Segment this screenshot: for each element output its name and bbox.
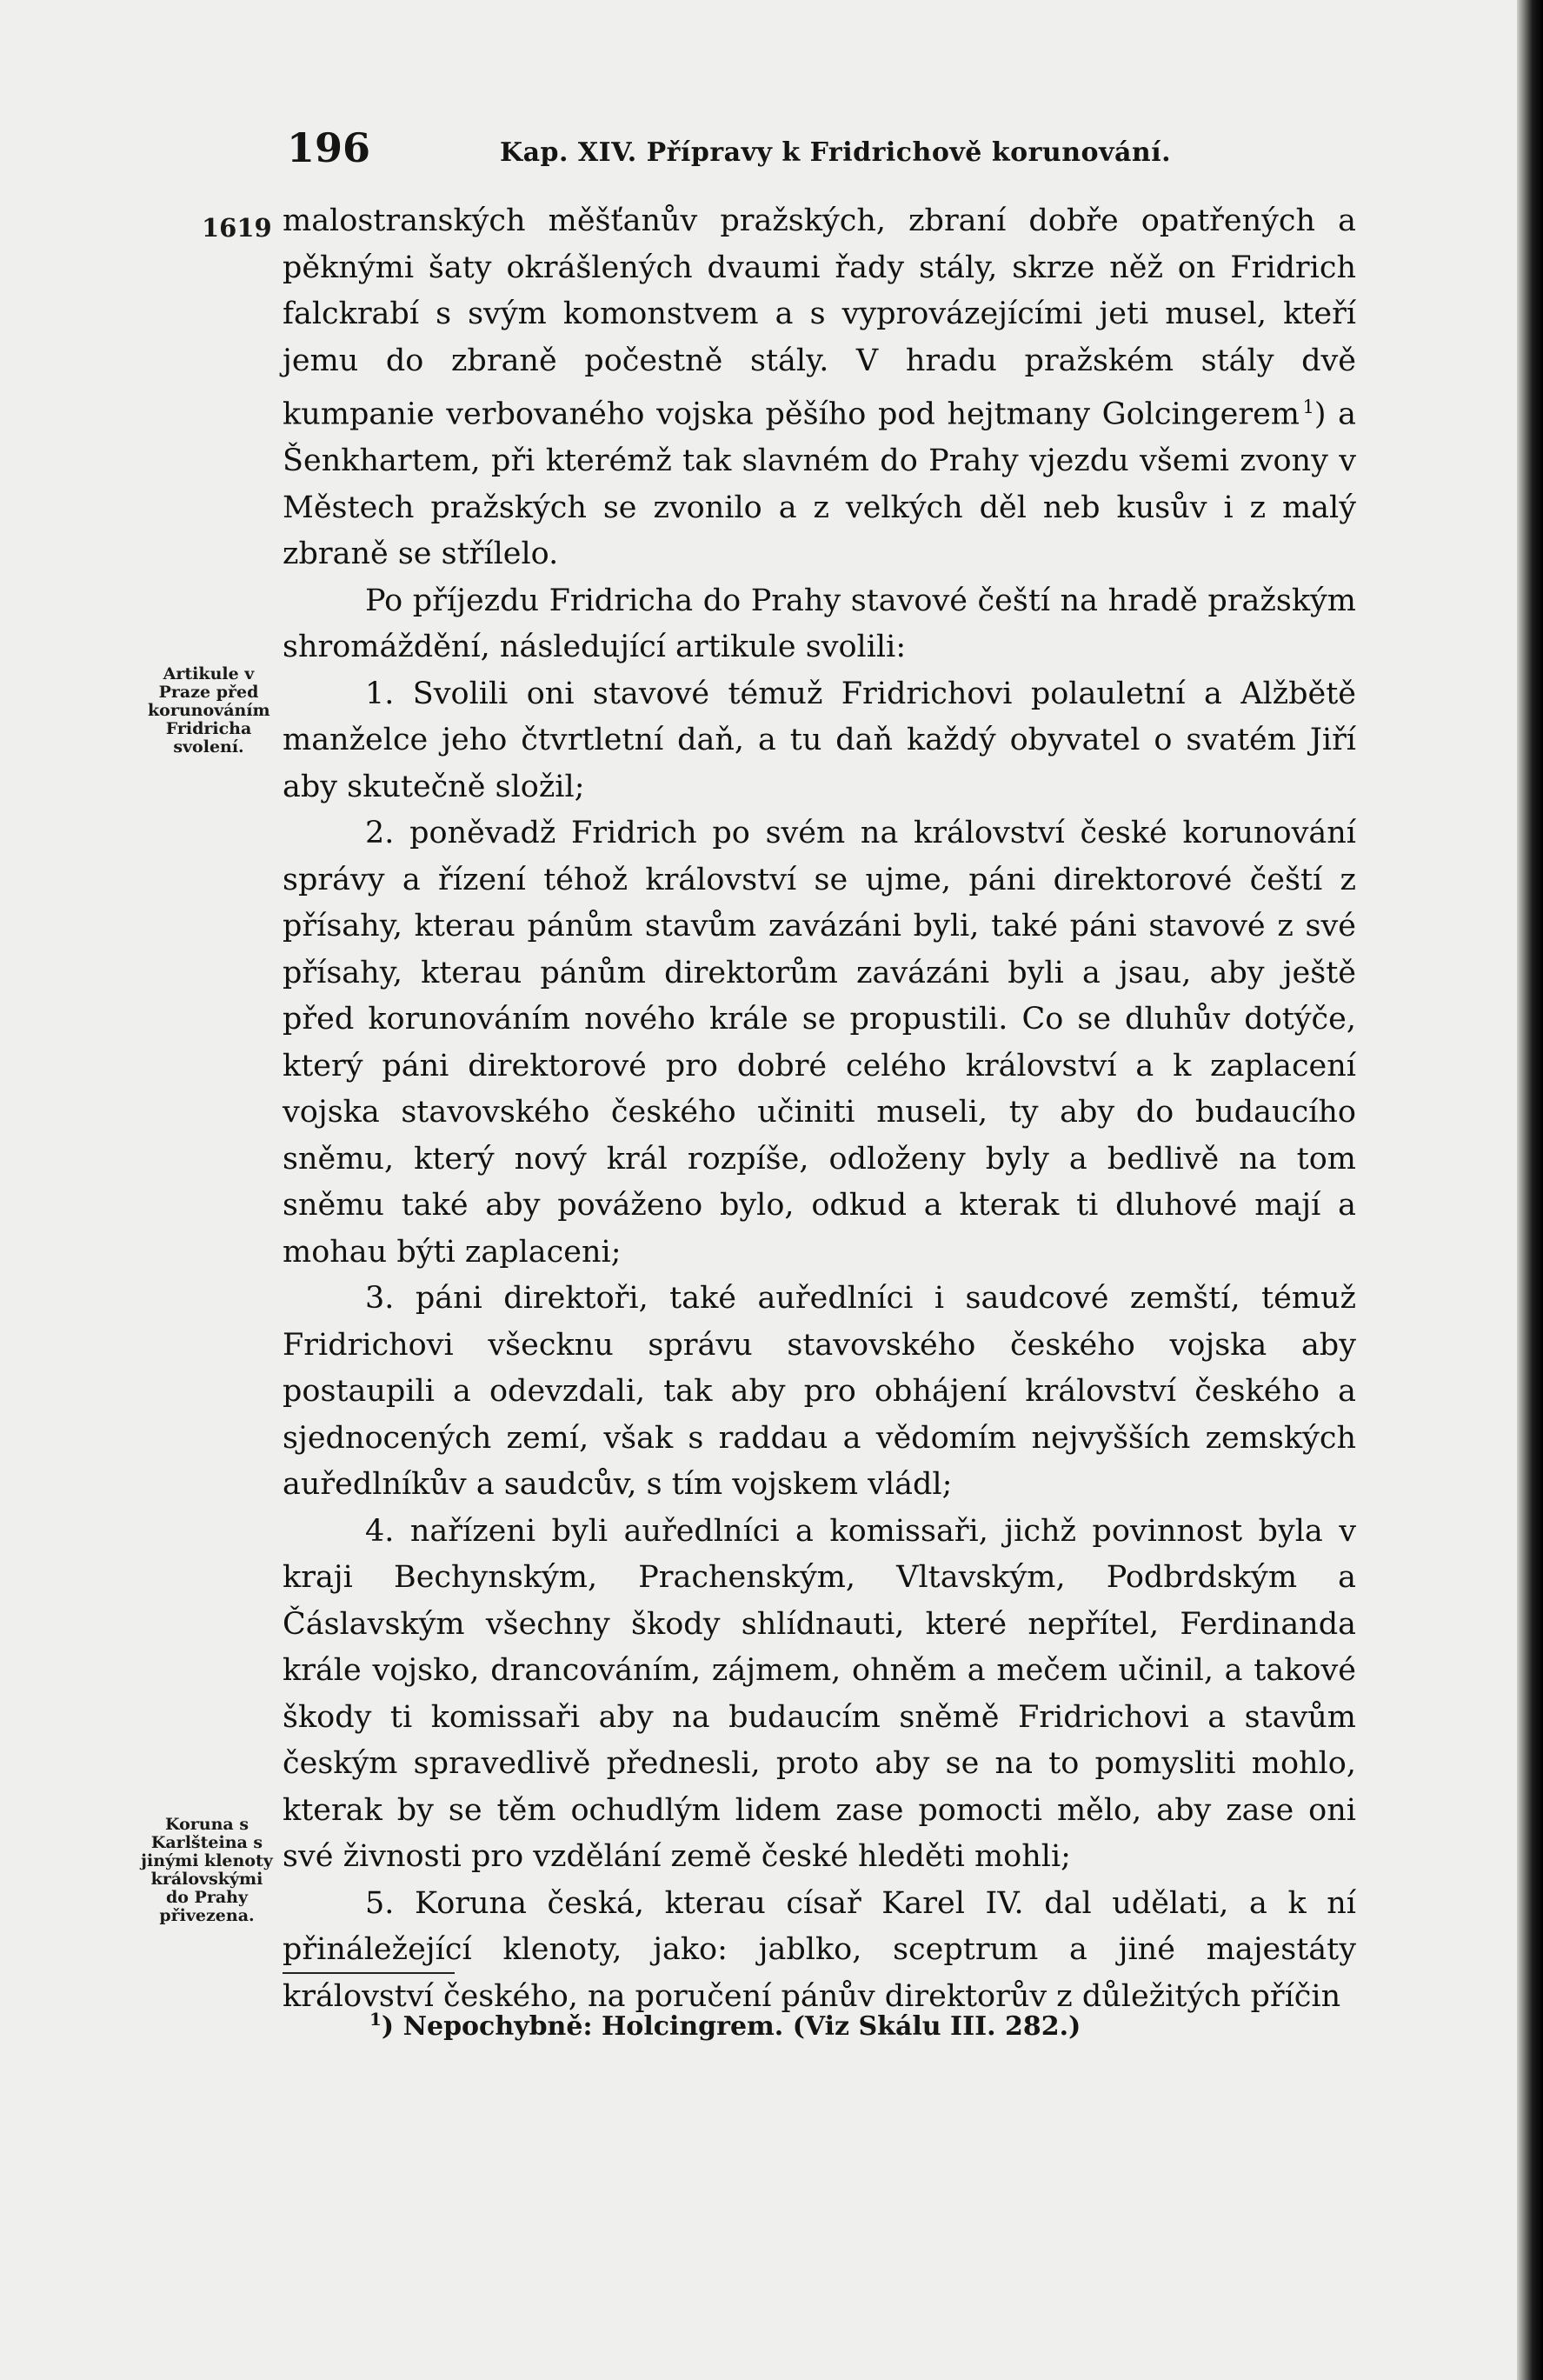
running-head: Kap. XIV. Přípravy k Fridrichově korunování. <box>500 137 1172 168</box>
footnote-reference: 1 <box>1302 397 1314 417</box>
article-5: 5. Koruna česká, kterau císař Karel IV. dal udělati, a k ní přináležející klenoty, jako: jablko, sceptrum a jiné majestáty království českého, na poručení pánův direktorův z důležitých příčin <box>283 1885 1356 2014</box>
footnote-marker: 1 <box>369 2009 382 2030</box>
footnote-text: Nepochybně: Holcingrem. (Viz Skálu III. 282.) <box>402 2011 1081 2042</box>
page-header <box>287 122 1373 174</box>
paragraph-1: malostranských měšťanův pražských, zbraní dobře opatřených a pěknými šaty okrášlených dvaumi řady stály, skrze něž on Fridrich falckrabí s svým komonstvem a s vyprovázejícími jeti musel, kteří jemu do zbraně počestně stály. V hradu pražském stály dvě kumpanie verbovaného vojska pěšího pod hejtmany Golcingerem $^1$) a Šenkhartem, při kterémž tak slavném do Prahy vjezdu všemi zvony v Městech pražských se zvonilo a z velkých děl neb kusův i z malý zbraně se střílelo. <box>283 203 1356 572</box>
marginal-note-crown: Koruna s Karlšteina s jinými klenoty královskými do Prahy přivezena. <box>141 1815 273 1925</box>
page-number: 196 <box>287 124 371 171</box>
paragraph-1-text: malostranských měšťanův pražských, zbraní dobře opatřených a pěknými šaty okrášlených dvaumi řady stály, skrze něž on Fridrich falckrabí s svým komonstvem a s vyprovázejícími jeti musel, kteří jemu do zbraně počestně stály. V hradu pražském stály dvě kumpanie verbovaného vojska pěšího pod hejtmany Golcingerem <box>283 203 1356 432</box>
paragraph-1-tail: a Šenkhartem, při kterémž tak slavném do Prahy vjezdu všemi zvony v Městech pražských se zvonilo a z velkých děl neb kusův i z malý zbraně se střílelo. <box>283 397 1356 572</box>
article-3: 3. páni direktoři, také auředlníci i saudcové zemští, témuž Fridrichovi všecknu správu stavovského českého vojska aby postaupili a odevzdali, tak aby pro obhájení království českého a sjednocených zemí, však s raddau a vědomím nejvyšších zemských auředlníkův a saudcův, s tím vojskem vládl; <box>283 1281 1356 1503</box>
footnote: $^1$) Nepochybně: Holcingrem. (Viz Skálu III. 282.) <box>369 2009 1081 2042</box>
article-2: 2. poněvadž Fridrich po svém na království české korunování správy a řízení téhož království se ujme, páni direktorové čeští z přísahy, kterau pánům stavům zavázáni byli, také páni stavové z své přísahy, kterau pánům direktorům zavázáni byli a jsau, aby ještě před korunováním nového krále se propustili. Co se dluhův dotýče, který páni direktorové pro dobré celého království a k zaplacení vojska stavovského českého učiniti museli, ty aby do budaucího sněmu, který nový král rozpíše, odloženy byly a bedlivě na tom sněmu také aby pováženo bylo, odkud a kterak ti dluhové mají a mohau býti zaplaceni; <box>283 816 1356 1270</box>
paragraph-2: Po příjezdu Fridricha do Prahy stavové čeští na hradě pražským shromáždění, následující artikule svolili: <box>283 583 1356 665</box>
marginal-note-articles: Artikule v Praze před korunováním Fridricha svolení. <box>148 664 270 757</box>
article-1: 1. Svolili oni stavové témuž Fridrichovi polauletní a Alžbětě manželce jeho čtvrtletní daň, a tu daň každý obyvatel o svatém Jiří aby skutečně složil; <box>283 676 1356 804</box>
margin-year: 1619 <box>202 213 272 243</box>
body-text <box>283 198 1356 2020</box>
footnote-divider <box>283 1972 455 1974</box>
article-4: 4. nařízeni byli auředlníci a komissaři, jichž povinnost byla v kraji Bechynským, Prachenským, Vltavským, Podbrdským a Čáslavským všechny škody shlídnauti, které nepřítel, Ferdinanda krále vojsko, drancováním, zájmem, ohněm a mečem učinil, a takové škody ti komissaři aby na budaucím sněmě Fridrichovi a stavům českým spravedlivě přednesli, proto aby se na to pomysliti mohlo, kterak by se těm ochudlým lidem zase pomocti mělo, aby zase oni své živnosti pro vzdělání země české hleděti mohli; <box>283 1513 1356 1875</box>
scan-edge <box>1517 0 1543 2380</box>
